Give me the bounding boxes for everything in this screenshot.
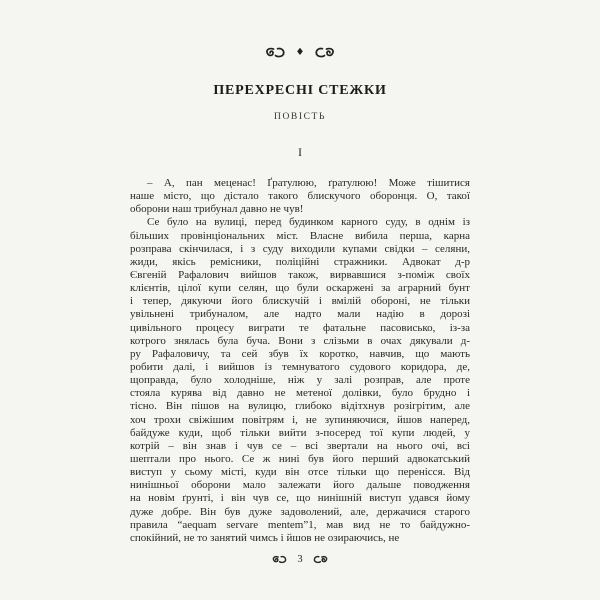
fleuron-right-icon [313, 46, 335, 59]
text-line: Се було на вулиці, перед будинком карного суду, в однім із [147, 216, 470, 229]
text-line: тісно. Він пішов на вулицю, глибоко відітхнув розігрітим, але [130, 400, 470, 413]
text-line: котрого знялась була буча. Вони з слізьми в очах дякували д- [130, 334, 470, 347]
text-line: Євгеній Рафалович вийшов також, вирвавшися з-поміж своїх [130, 268, 470, 281]
text-line: спокійний, не то занятий чимсь і йшов не озираючись, не [130, 531, 400, 544]
text-line: ру Рафаловичу, та сей збув їх коротко, навчив, що мають [130, 347, 470, 360]
text-line: щоправда, було холодніше, ніж у залі розправ, але проте [130, 374, 470, 387]
text-line: дуже добре. Він був дуже задоволений, але, держачися старого [130, 505, 470, 518]
text-line: робити далі, і вийшов із темнуватого судового коридора, де, [130, 360, 470, 373]
text-line: цивільного процесу виграти те фатальне пасовисько, із-за [130, 321, 470, 334]
text-line: хоч трохи свіжішим повітрям і, не зупиняючися, йшов наперед, [130, 413, 470, 426]
text-line: розправа скінчилася, і з суду виходили купами свідки – селяни, [130, 242, 470, 255]
text-line: наше місто, що дістало такого блискучого оборонця. О, такої [130, 190, 470, 203]
text-line: правила “aequam servare mentem”1, мав вид не то байдужно- [130, 518, 470, 531]
text-line: увільнені трибуналом, але надто мали надію в дорозі [130, 308, 470, 321]
text-line: байдуже куди, щоб тільки вийти з-посеред тої купи людей, у [130, 426, 470, 439]
book-subtitle: ПОВІСТЬ [273, 112, 326, 122]
page-number: 3 [297, 554, 303, 565]
header-ornament [0, 46, 600, 59]
text-line: шептали про нього. Се ж нині був його перший адвокатський [130, 452, 470, 465]
body-text [130, 177, 470, 545]
footer-fleuron-right-icon [312, 551, 328, 569]
text-line: і тепер, дякуючи його блискучій і вмілій обороні, не тільки [130, 295, 470, 308]
fleuron-left-icon [265, 46, 287, 59]
text-line: на новім ґрунті, і він чув се, що нинішній виступ удався йому [130, 492, 470, 505]
text-line: виступ у сьому місті, куди він отсе тільки що перенісся. Від [130, 466, 470, 479]
text-line: котрій – він знав і чув се – всі звертали на нього очі, всі [130, 439, 470, 452]
chapter-numeral: I [298, 147, 302, 159]
text-line: клієнтів, цілої купи селян, що були оскаржені за аграрний бунт [130, 282, 470, 295]
text-line: – А, пан меценас! Ґратулюю, ґратулюю! Може тішитися [147, 177, 470, 189]
diamond-icon: ♦ [295, 46, 305, 58]
text-line: жиди, якісь ремісники, поліційні стражники. Адвокат д-р [130, 255, 470, 268]
text-line: нинішньої оборони мало залежати його дальше поводження [130, 479, 470, 492]
page-footer [0, 551, 600, 569]
book-title: ПЕРЕХРЕСНІ СТЕЖКИ [213, 83, 387, 98]
text-line: оборони наш трибунал давно не чув! [130, 203, 304, 216]
footer-fleuron-left-icon [272, 551, 288, 569]
text-line: більших провінціональних міст. Власне вибила перша, карна [130, 229, 470, 242]
text-line: стояла курява від давно не метеної долівки, було брудно і [130, 387, 470, 400]
